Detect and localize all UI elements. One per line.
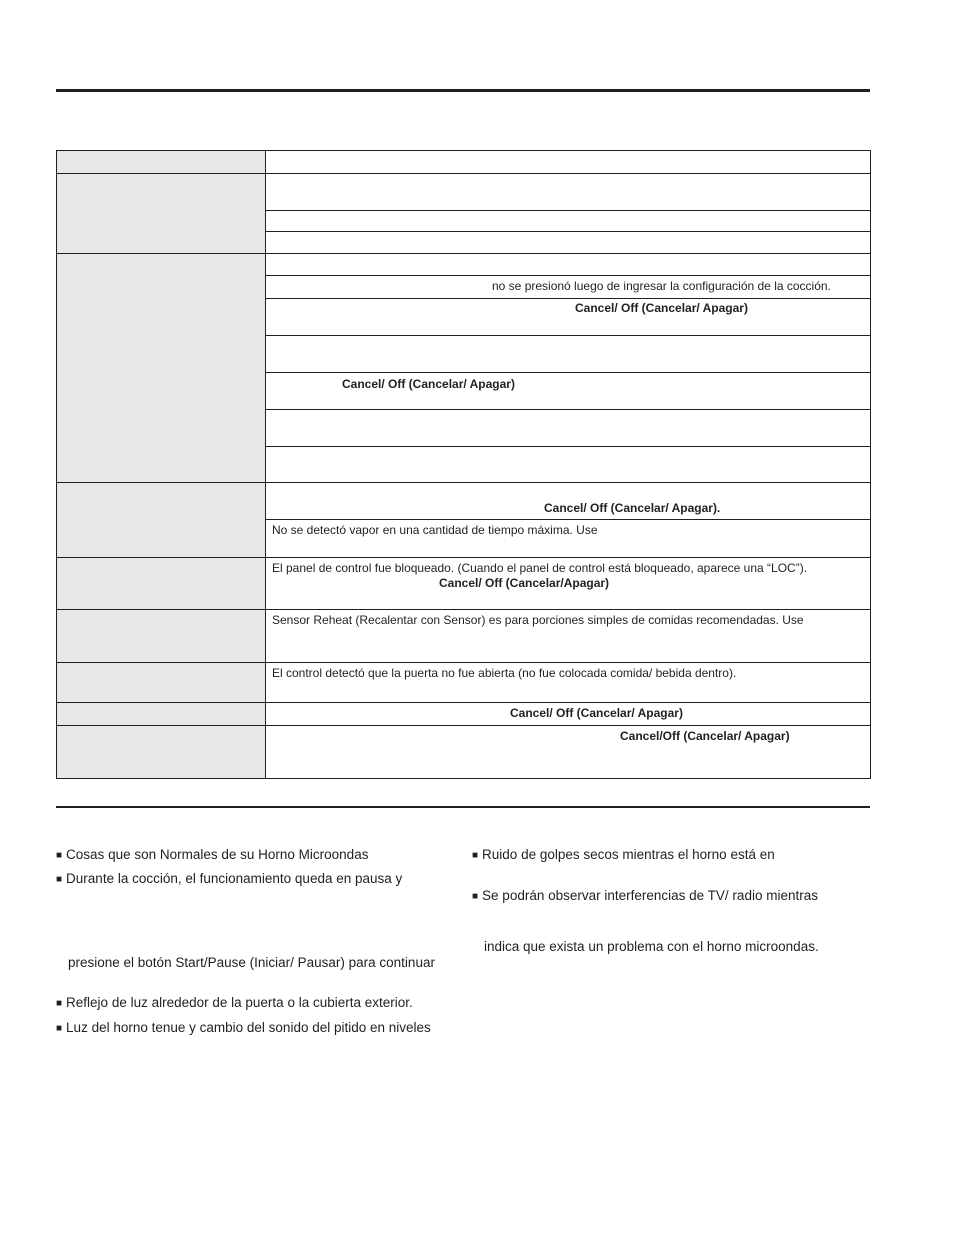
cause-cell — [266, 447, 871, 483]
list-item-text: Ruido de golpes secos mientras el horno está en — [482, 847, 775, 862]
cause-cell — [266, 211, 871, 232]
bullet-square-icon: ■ — [472, 850, 479, 861]
problem-cell — [57, 174, 266, 254]
problem-cell — [57, 558, 266, 610]
table-row — [57, 254, 871, 276]
cancel-off-label: Cancel/ Off (Cancelar/ Apagar) — [510, 706, 683, 720]
table-row — [57, 610, 871, 663]
list-item-continuation — [68, 954, 435, 971]
top-rule — [56, 89, 870, 92]
problem-cell — [57, 703, 266, 726]
list-item-text: Reflejo de luz alrededor de la puerta o la cubierta exterior. — [66, 995, 413, 1010]
cause-text: no se presionó luego de ingresar la configuración de la cocción. — [492, 279, 831, 293]
troubleshooting-table — [56, 150, 871, 779]
bullet-square-icon: ■ — [472, 891, 479, 902]
cause-text: No se detectó vapor en una cantidad de tiempo máxima. Use — [272, 523, 598, 537]
list-item-text: Luz del horno tenue y cambio del sonido del pitido en niveles — [66, 1020, 431, 1035]
cause-text: El panel de control fue bloqueado. (Cuando el panel de control está bloqueado, aparece una “LOC”). — [272, 561, 808, 575]
bullet-square-icon: ■ — [56, 850, 63, 861]
cause-cell — [266, 610, 871, 663]
list-item — [56, 846, 368, 865]
cause-cell — [266, 726, 871, 779]
list-item-continuation — [484, 938, 819, 955]
cause-cell — [266, 373, 871, 410]
list-item — [56, 870, 402, 889]
list-item-text: Cosas que son Normales de su Horno Microondas — [66, 847, 369, 862]
cause-cell — [266, 663, 871, 703]
cause-cell — [266, 254, 871, 276]
bullet-square-icon: ■ — [56, 874, 63, 885]
cause-cell — [266, 299, 871, 336]
header-cell-cause — [266, 151, 871, 174]
cause-text: El control detectó que la puerta no fue abierta (no fue colocada comida/ bebida dentro). — [272, 666, 737, 680]
table-row — [57, 663, 871, 703]
list-item — [56, 1019, 431, 1038]
section-rule — [56, 806, 870, 808]
list-item — [472, 887, 818, 906]
cause-cell — [266, 558, 871, 610]
cancel-off-label: Cancel/Off (Cancelar/ Apagar) — [620, 729, 790, 743]
cancel-off-label: Cancel/ Off (Cancelar/ Apagar) — [342, 377, 515, 391]
list-item-text: presione el botón Start/Pause (Iniciar/ Pausar) para continuar — [68, 955, 435, 970]
bullet-square-icon: ■ — [56, 998, 63, 1009]
list-item — [56, 994, 413, 1013]
list-item — [472, 846, 775, 865]
table-row — [57, 726, 871, 779]
list-item-text: indica que exista un problema con el horno microondas. — [484, 939, 819, 954]
table-row — [57, 174, 871, 211]
problem-cell — [57, 726, 266, 779]
table-row — [57, 703, 871, 726]
cause-text: Sensor Reheat (Recalentar con Sensor) es para porciones simples de comidas recomendadas. Use — [272, 613, 804, 627]
cancel-off-label: Cancel/ Off (Cancelar/ Apagar). — [544, 501, 721, 515]
table-header-row — [57, 151, 871, 174]
bullet-square-icon: ■ — [56, 1023, 63, 1034]
table-row — [57, 483, 871, 520]
table-row — [57, 558, 871, 610]
cause-cell — [266, 483, 871, 520]
cause-cell — [266, 174, 871, 211]
cancel-off-label: Cancel/ Off (Cancelar/Apagar) — [439, 576, 610, 590]
cancel-off-label: Cancel/ Off (Cancelar/ Apagar) — [575, 301, 748, 315]
cause-cell — [266, 336, 871, 373]
problem-cell — [57, 254, 266, 483]
header-cell-problem — [57, 151, 266, 174]
problem-cell — [57, 610, 266, 663]
problem-cell — [57, 483, 266, 558]
problem-cell — [57, 663, 266, 703]
list-item-text: Durante la cocción, el funcionamiento queda en pausa y — [66, 871, 403, 886]
cause-cell — [266, 276, 871, 299]
cause-cell — [266, 232, 871, 254]
cause-cell — [266, 703, 871, 726]
cause-cell — [266, 520, 871, 558]
cause-cell — [266, 410, 871, 447]
list-item-text: Se podrán observar interferencias de TV/ radio mientras — [482, 888, 818, 903]
